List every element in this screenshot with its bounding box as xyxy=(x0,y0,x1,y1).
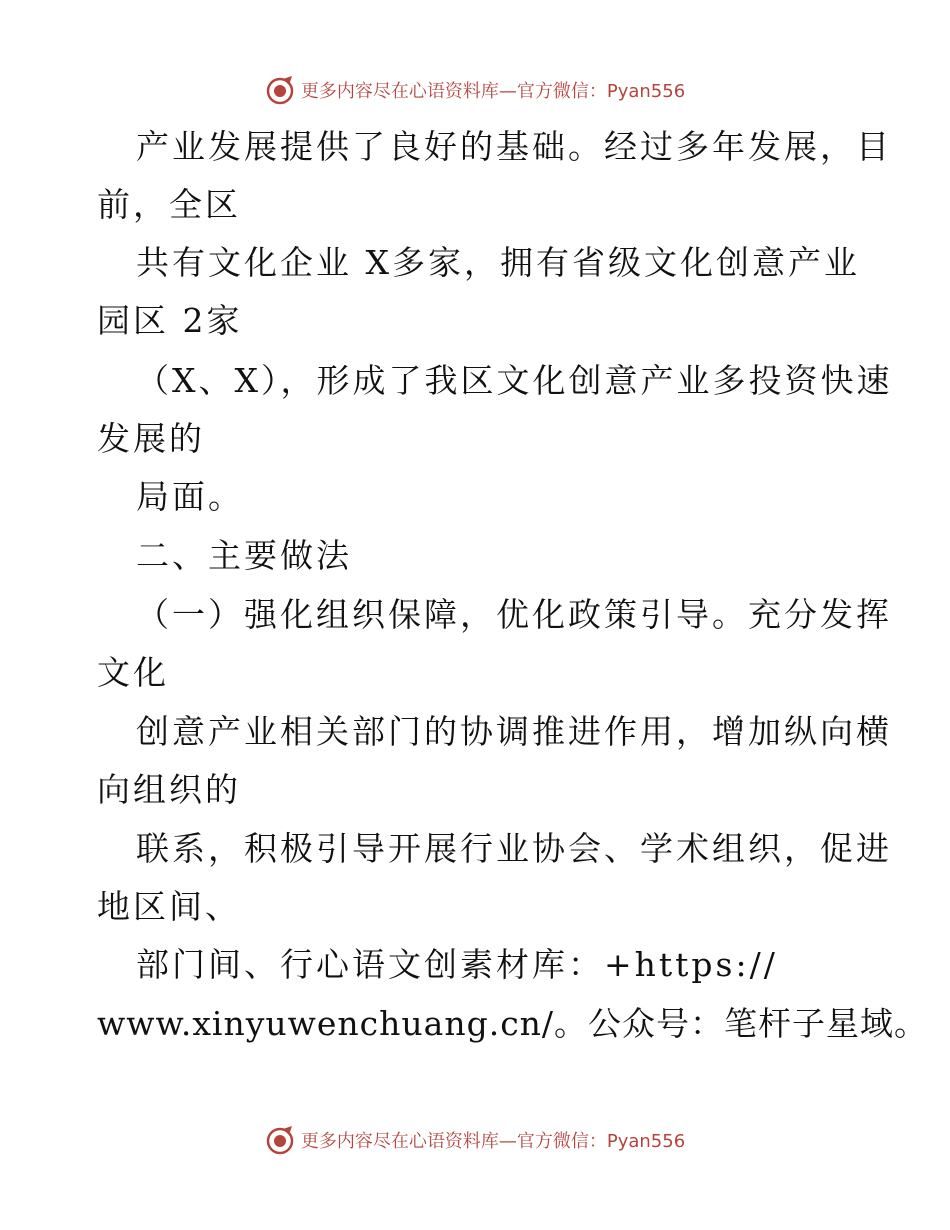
body-line: www.xinyuwenchuang.cn/。公众号：笔杆子星域。 xyxy=(97,1004,929,1043)
body-line: 部门间、行心语文创素材库：+https:// xyxy=(136,945,778,984)
body-line: 文化 xyxy=(97,653,169,692)
footer-banner-text: 更多内容尽在心语资料库—官方微信：Pyan556 xyxy=(300,1131,686,1152)
body-line: 前，全区 xyxy=(97,185,241,224)
body-line: （一）强化组织保障，优化政策引导。充分发挥 xyxy=(136,595,892,634)
body-line: 联系，积极引导开展行业协会、学术组织，促进 xyxy=(136,829,892,868)
header-banner-text: 更多内容尽在心语资料库—官方微信：Pyan556 xyxy=(300,81,686,102)
body-line: （X、X），形成了我区文化创意产业多投资快速 xyxy=(136,361,893,400)
body-line: 向组织的 xyxy=(97,770,241,809)
body-line: 发展的 xyxy=(97,419,205,458)
body-line: 地区间、 xyxy=(97,887,241,926)
pen-logo-icon xyxy=(265,1125,295,1155)
pen-logo-icon xyxy=(265,75,295,105)
footer-banner xyxy=(0,1120,950,1160)
header-banner xyxy=(0,70,950,110)
body-line: 创意产业相关部门的协调推进作用，增加纵向横 xyxy=(136,712,892,751)
body-line: 局面。 xyxy=(136,477,244,516)
body-line: 产业发展提供了良好的基础。经过多年发展，目 xyxy=(136,127,892,166)
body-line: 园区 2家 xyxy=(97,301,243,340)
body-line: 共有文化企业 X多家，拥有省级文化创意产业 xyxy=(136,243,860,282)
section-heading: 二、主要做法 xyxy=(136,536,352,575)
